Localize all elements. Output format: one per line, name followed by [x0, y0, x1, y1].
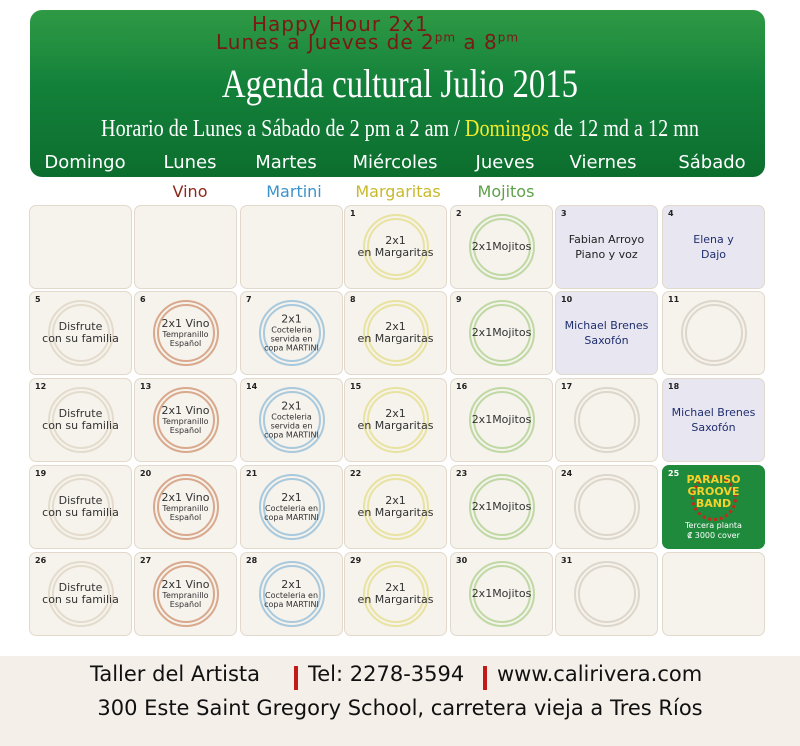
day-event-text: [135, 579, 236, 609]
event-detail-line: Tempranillo: [162, 330, 209, 339]
day-number: 16: [456, 382, 468, 391]
band-name: [663, 474, 764, 510]
day-number: 4: [668, 209, 674, 218]
event-line: 2x1 Vino: [161, 578, 210, 591]
event-line: en Margaritas: [357, 419, 434, 432]
footer-separator: [483, 666, 487, 690]
calendar-day-cell[interactable]: [29, 205, 132, 289]
weekday-label: Jueves: [475, 152, 535, 173]
event-line: Disfrute: [58, 407, 103, 420]
ornament-frame-icon: [574, 474, 640, 540]
event-detail-line: servida en: [270, 334, 313, 344]
event-line: Saxofón: [691, 421, 736, 434]
calendar-day-cell[interactable]: [240, 465, 343, 549]
day-event-text: [241, 492, 342, 522]
event-line: con su familia: [42, 506, 119, 519]
calendar-day-cell[interactable]: [344, 205, 447, 289]
day-number: 1: [350, 209, 356, 218]
day-number: 13: [140, 382, 152, 391]
ornament-frame-icon: [681, 300, 747, 366]
calendar-day-cell[interactable]: [450, 552, 553, 636]
event-line: 2x1 Vino: [161, 491, 210, 504]
happy-hour-title: Happy Hour 2x1: [252, 12, 429, 36]
calendar-day-cell[interactable]: [662, 205, 765, 289]
day-event-text: [345, 495, 446, 519]
day-event-text: [30, 408, 131, 432]
calendar-day-cell[interactable]: [450, 291, 553, 375]
day-number: 25: [668, 469, 680, 478]
calendar-day-cell[interactable]: [134, 205, 237, 289]
event-detail-line: Español: [169, 426, 202, 435]
day-event-text: [241, 401, 342, 440]
band-name-line: GROOVE: [687, 485, 740, 498]
calendar-day-cell[interactable]: [662, 465, 765, 549]
day-number: 11: [668, 295, 680, 304]
weekday-label: Lunes: [163, 152, 217, 173]
day-number: 22: [350, 469, 362, 478]
calendar-day-cell[interactable]: [134, 378, 237, 462]
day-number: 20: [140, 469, 152, 478]
day-event-text: [556, 232, 657, 262]
day-event-text: [451, 241, 552, 253]
day-event-text: [345, 235, 446, 259]
day-number: 19: [35, 469, 47, 478]
calendar-day-cell[interactable]: [555, 552, 658, 636]
calendar-day-cell[interactable]: [344, 465, 447, 549]
calendar-day-cell[interactable]: [240, 378, 343, 462]
event-line: Michael Brenes: [671, 406, 756, 419]
weekday-label: Viernes: [569, 152, 637, 173]
calendar-day-cell[interactable]: [29, 378, 132, 462]
event-line: Fabian Arroyo: [568, 233, 645, 246]
day-number: 26: [35, 556, 47, 565]
event-detail-line: Cocteleria en: [264, 504, 319, 513]
event-line: 2x1: [281, 312, 302, 326]
day-event-text: [663, 232, 764, 262]
event-detail-line: copa MARTINI: [264, 513, 319, 522]
day-number: 7: [246, 295, 252, 304]
day-event-text: [135, 492, 236, 522]
day-event-text: [241, 579, 342, 609]
schedule-hours: Horario de Lunes a Sábado de 2 pm a 2 am / Domingos de 12 md a 12 mn: [101, 116, 699, 142]
event-detail-line: Español: [169, 339, 202, 348]
footer-phone: Tel: 2278-3594: [308, 662, 465, 686]
event-detail-line: Español: [169, 513, 202, 522]
day-number: 24: [561, 469, 573, 478]
event-detail-line: servida en: [270, 421, 313, 431]
event-line: Saxofón: [584, 334, 629, 347]
event-detail-line: Tempranillo: [162, 504, 209, 513]
day-event-text: [135, 405, 236, 435]
day-event-text: [345, 408, 446, 432]
event-line: 2x1: [385, 494, 406, 507]
event-line: 2x1Mojitos: [471, 326, 532, 339]
calendar-day-cell[interactable]: [662, 378, 765, 462]
day-event-text: [30, 582, 131, 606]
day-event-text: [30, 321, 131, 345]
day-event-text: [345, 321, 446, 345]
event-line: Michael Brenes: [564, 319, 649, 332]
day-number: 29: [350, 556, 362, 565]
day-number: 10: [561, 295, 573, 304]
event-line: 2x1: [385, 407, 406, 420]
weekday-label: Miércoles: [352, 152, 438, 173]
day-event-text: [30, 495, 131, 519]
happy-hour-days: Lunes a Jueves de $2^{pm}$ a $8^{pm}$: [216, 30, 520, 54]
event-line: Piano y voz: [575, 248, 638, 261]
day-number: 31: [561, 556, 573, 565]
day-number: 9: [456, 295, 462, 304]
day-event-text: [451, 501, 552, 513]
event-detail-line: Cocteleria en: [264, 591, 319, 600]
calendar-day-cell[interactable]: [555, 205, 658, 289]
ornament-frame-icon: [574, 561, 640, 627]
event-line: en Margaritas: [357, 332, 434, 345]
calendar-day-cell[interactable]: [29, 552, 132, 636]
day-number: 6: [140, 295, 146, 304]
band-info-line: ₡ 3000 cover: [687, 531, 740, 540]
day-number: 17: [561, 382, 573, 391]
event-detail-line: Tempranillo: [162, 417, 209, 426]
event-detail-line: Tempranillo: [162, 591, 209, 600]
category-label: Vino: [172, 182, 208, 201]
day-number: 28: [246, 556, 258, 565]
calendar-day-cell[interactable]: [29, 291, 132, 375]
event-line: Disfrute: [58, 320, 103, 333]
weekday-label: Domingo: [44, 152, 126, 173]
band-name-line: PARAISO: [686, 473, 741, 486]
calendar-day-cell[interactable]: [240, 291, 343, 375]
event-detail-line: Cocteleria: [271, 325, 312, 335]
day-number: 12: [35, 382, 47, 391]
event-line: Elena y: [693, 233, 734, 246]
category-label: Margaritas: [355, 182, 441, 201]
calendar-day-cell[interactable]: [555, 465, 658, 549]
day-number: 27: [140, 556, 152, 565]
calendar-day-cell[interactable]: [450, 205, 553, 289]
day-event-text: [241, 314, 342, 353]
footer-separator: [294, 666, 298, 690]
event-line: 2x1: [385, 581, 406, 594]
event-detail-line: Cocteleria: [271, 412, 312, 422]
event-line: con su familia: [42, 593, 119, 606]
day-number: 3: [561, 209, 567, 218]
day-event-text: [556, 318, 657, 348]
footer-name: Taller del Artista: [90, 662, 260, 686]
calendar-day-cell[interactable]: [662, 291, 765, 375]
calendar-day-cell[interactable]: [555, 291, 658, 375]
event-line: 2x1: [281, 491, 302, 504]
event-detail-line: copa MARTINI: [264, 600, 319, 609]
event-detail-line: copa MARTINI: [264, 343, 319, 353]
calendar-day-cell[interactable]: [240, 205, 343, 289]
calendar-day-cell[interactable]: [29, 465, 132, 549]
ornament-frame-icon: [574, 387, 640, 453]
day-number: 23: [456, 469, 468, 478]
day-number: 15: [350, 382, 362, 391]
event-line: en Margaritas: [357, 246, 434, 259]
calendar-day-cell[interactable]: [134, 552, 237, 636]
category-label: Martini: [266, 182, 322, 201]
category-label: Mojitos: [477, 182, 535, 201]
weekday-label: Sábado: [678, 152, 746, 173]
day-event-text: [451, 588, 552, 600]
day-event-text: [451, 327, 552, 339]
page-title: Agenda cultural Julio 2015: [221, 61, 579, 106]
event-line: 2x1: [385, 234, 406, 247]
event-line: 2x1: [385, 320, 406, 333]
event-line: Disfrute: [58, 581, 103, 594]
event-line: Dajo: [701, 248, 726, 261]
event-detail-line: Español: [169, 600, 202, 609]
day-number: 21: [246, 469, 258, 478]
event-line: Disfrute: [58, 494, 103, 507]
event-line: con su familia: [42, 332, 119, 345]
event-line: 2x1Mojitos: [471, 500, 532, 513]
band-info: [663, 521, 764, 541]
weekday-label: Martes: [255, 152, 317, 173]
event-line: 2x1Mojitos: [471, 587, 532, 600]
day-event-text: [345, 582, 446, 606]
day-number: 30: [456, 556, 468, 565]
calendar-day-cell[interactable]: [450, 465, 553, 549]
event-detail-line: copa MARTINI: [264, 430, 319, 440]
event-line: 2x1: [281, 578, 302, 591]
footer-website[interactable]: www.calirivera.com: [497, 662, 703, 686]
calendar-day-cell[interactable]: [450, 378, 553, 462]
event-line: 2x1 Vino: [161, 317, 210, 330]
calendar-day-cell[interactable]: [662, 552, 765, 636]
day-event-text: [135, 318, 236, 348]
day-number: 14: [246, 382, 258, 391]
day-number: 8: [350, 295, 356, 304]
event-line: 2x1Mojitos: [471, 413, 532, 426]
event-line: 2x1: [281, 399, 302, 413]
day-number: 5: [35, 295, 41, 304]
event-line: 2x1Mojitos: [471, 240, 532, 253]
band-info-line: Tercera planta: [685, 521, 742, 530]
day-number: 2: [456, 209, 462, 218]
event-line: en Margaritas: [357, 506, 434, 519]
calendar-day-cell[interactable]: [134, 465, 237, 549]
calendar-day-cell[interactable]: [344, 552, 447, 636]
footer-address: 300 Este Saint Gregory School, carretera vieja a Tres Ríos: [97, 696, 703, 720]
event-line: en Margaritas: [357, 593, 434, 606]
calendar-day-cell[interactable]: [344, 378, 447, 462]
calendar-day-cell[interactable]: [240, 552, 343, 636]
day-event-text: [451, 414, 552, 426]
calendar-day-cell[interactable]: [555, 378, 658, 462]
day-number: 18: [668, 382, 680, 391]
calendar-day-cell[interactable]: [344, 291, 447, 375]
day-event-text: [663, 405, 764, 435]
calendar-day-cell[interactable]: [134, 291, 237, 375]
event-line: con su familia: [42, 419, 119, 432]
event-line: 2x1 Vino: [161, 404, 210, 417]
band-name-line: BAND: [695, 497, 732, 510]
